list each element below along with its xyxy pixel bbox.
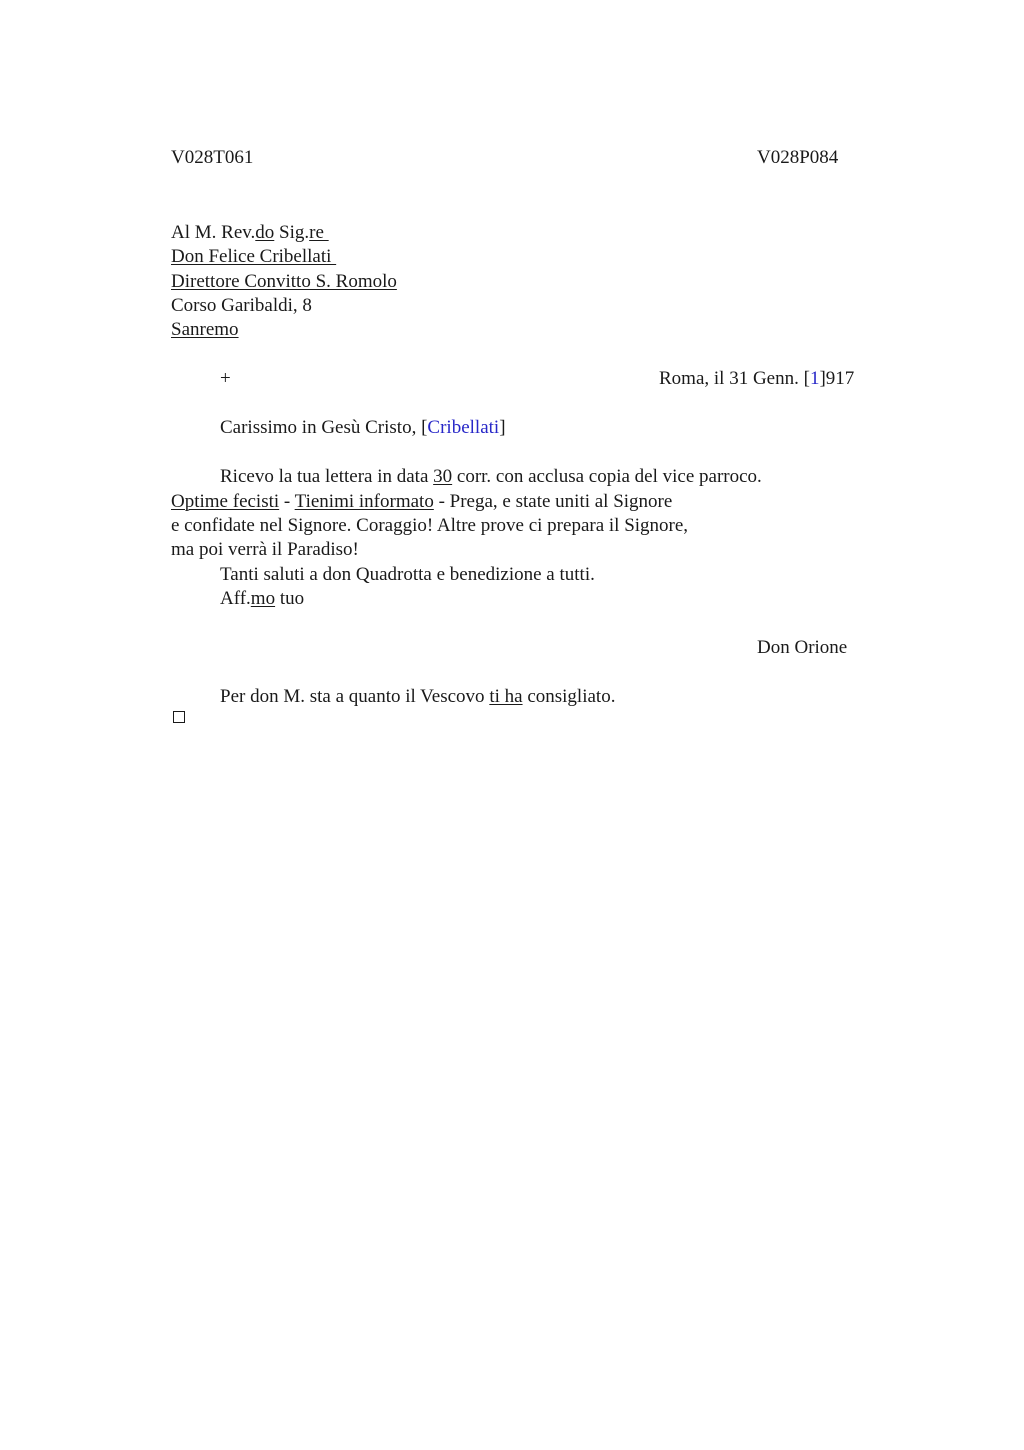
body-line-5: Tanti saluti a don Quadrotta e benedizione a tutti. — [220, 564, 595, 585]
signature: Don Orione — [757, 637, 848, 658]
document-code-right: V028P084 — [757, 147, 839, 168]
address-line-title: Direttore Convitto S. Romolo — [171, 271, 397, 292]
document-code-left: V028T061 — [171, 147, 254, 168]
address-line-street: Corso Garibaldi, 8 — [171, 295, 312, 316]
address-line-name: Don Felice Cribellati — [171, 246, 337, 267]
address-line-city: Sanremo — [171, 319, 239, 340]
body-line-1: Ricevo la tua lettera in data 30 corr. con acclusa copia del vice parroco. — [220, 466, 762, 487]
closing: Aff.mo tuo — [220, 588, 305, 609]
cross-mark: + — [220, 368, 231, 389]
date-line: Roma, il 31 Genn. [1]917 — [659, 368, 855, 389]
body-line-3: e confidate nel Signore. Coraggio! Altre prove ci prepara il Signore, — [171, 515, 689, 536]
postscript: Per don M. sta a quanto il Vescovo ti ha consigliato. — [220, 686, 616, 707]
body-line-2: Optime fecisti - Tienimi informato - Prega, e state uniti al Signore — [171, 491, 673, 512]
salutation: Carissimo in Gesù Cristo, [Cribellati] — [220, 417, 506, 438]
checkbox-square-icon — [173, 711, 185, 723]
body-line-4: ma poi verrà il Paradiso! — [171, 539, 359, 560]
address-line-salutation: Al M. Rev.do Sig.re — [171, 222, 329, 243]
